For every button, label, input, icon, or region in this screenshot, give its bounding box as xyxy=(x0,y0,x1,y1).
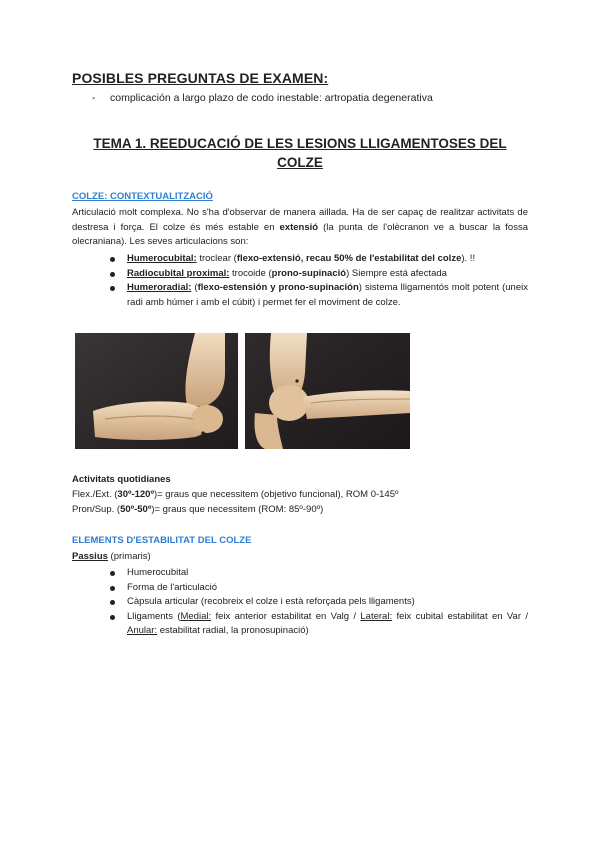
daily-activities-title: Activitats quotidianes xyxy=(72,474,171,485)
section-heading-stability: ELEMENTS D'ESTABILITAT DEL COLZE xyxy=(72,535,252,546)
list-item: Lligaments (Medial: feix anterior estabilitat en Valg / Lateral: feix cubital estabilitat en Var / Anular: estabilitat radial, la pronosupinació) xyxy=(110,610,528,639)
bullet-icon xyxy=(110,600,115,605)
flex-ext-line: Flex./Ext. (30º-120º)= graus que necessitem (objetivo funcional), ROM 0-145º xyxy=(72,489,399,500)
list-item: Humeroradial: (flexo-estensión y prono-supinación) sistema lligamentós molt potent (uneix radi amb húmer i amb el cúbit) i permet fer el moviment de colze. xyxy=(110,281,528,310)
elbow-bone-photo-side xyxy=(245,333,410,449)
list-item: Forma de l'articulació xyxy=(110,581,528,596)
joints-list xyxy=(110,252,528,310)
dash-bullet: - xyxy=(92,92,96,104)
bullet-icon xyxy=(110,615,115,620)
bullet-icon xyxy=(110,571,115,576)
bullet-icon xyxy=(110,286,115,291)
section-heading-context: COLZE: CONTEXTUALITZACIÓ xyxy=(72,191,213,202)
pron-sup-line: Pron/Sup. (50º-50º)= graus que necessitem (ROM: 85º-90º) xyxy=(72,504,324,515)
exam-questions-title: POSIBLES PREGUNTAS DE EXAMEN: xyxy=(72,70,329,86)
context-paragraph: Articulació molt complexa. No s'ha d'observar de manera aillada. Ha de ser capaç de realitzar activitats de destresa i força. El colze és més estable en extensió (la punta de l'olècranon ve a buscar la fossa olecraniana). Les seves articulacions son: xyxy=(72,207,528,247)
list-item: Humerocubital xyxy=(110,566,528,581)
elbow-bone-photo-front xyxy=(75,333,238,449)
bullet-icon xyxy=(110,272,115,277)
list-item: Radiocubital proximal: trocoide (prono-supinació) Siempre está afectada xyxy=(110,267,528,282)
list-item: Càpsula articular (recobreix el colze i està reforçada pels lligaments) xyxy=(110,595,528,610)
exam-question-text: complicación a largo plazo de codo inestable: artropatia degenerativa xyxy=(110,92,433,104)
stability-list xyxy=(110,566,528,639)
exam-question-item xyxy=(92,92,433,104)
bullet-icon xyxy=(110,257,115,262)
bullet-icon xyxy=(110,586,115,591)
passive-label: Passius (primaris) xyxy=(72,551,151,562)
chapter-title: TEMA 1. REEDUCACIÓ DE LES LESIONS LLIGAMENTOSES DEL COLZE xyxy=(93,136,507,170)
list-item: Humerocubital: troclear (flexo-extensió, recau 50% de l'estabilitat del colze). !! xyxy=(110,252,528,267)
